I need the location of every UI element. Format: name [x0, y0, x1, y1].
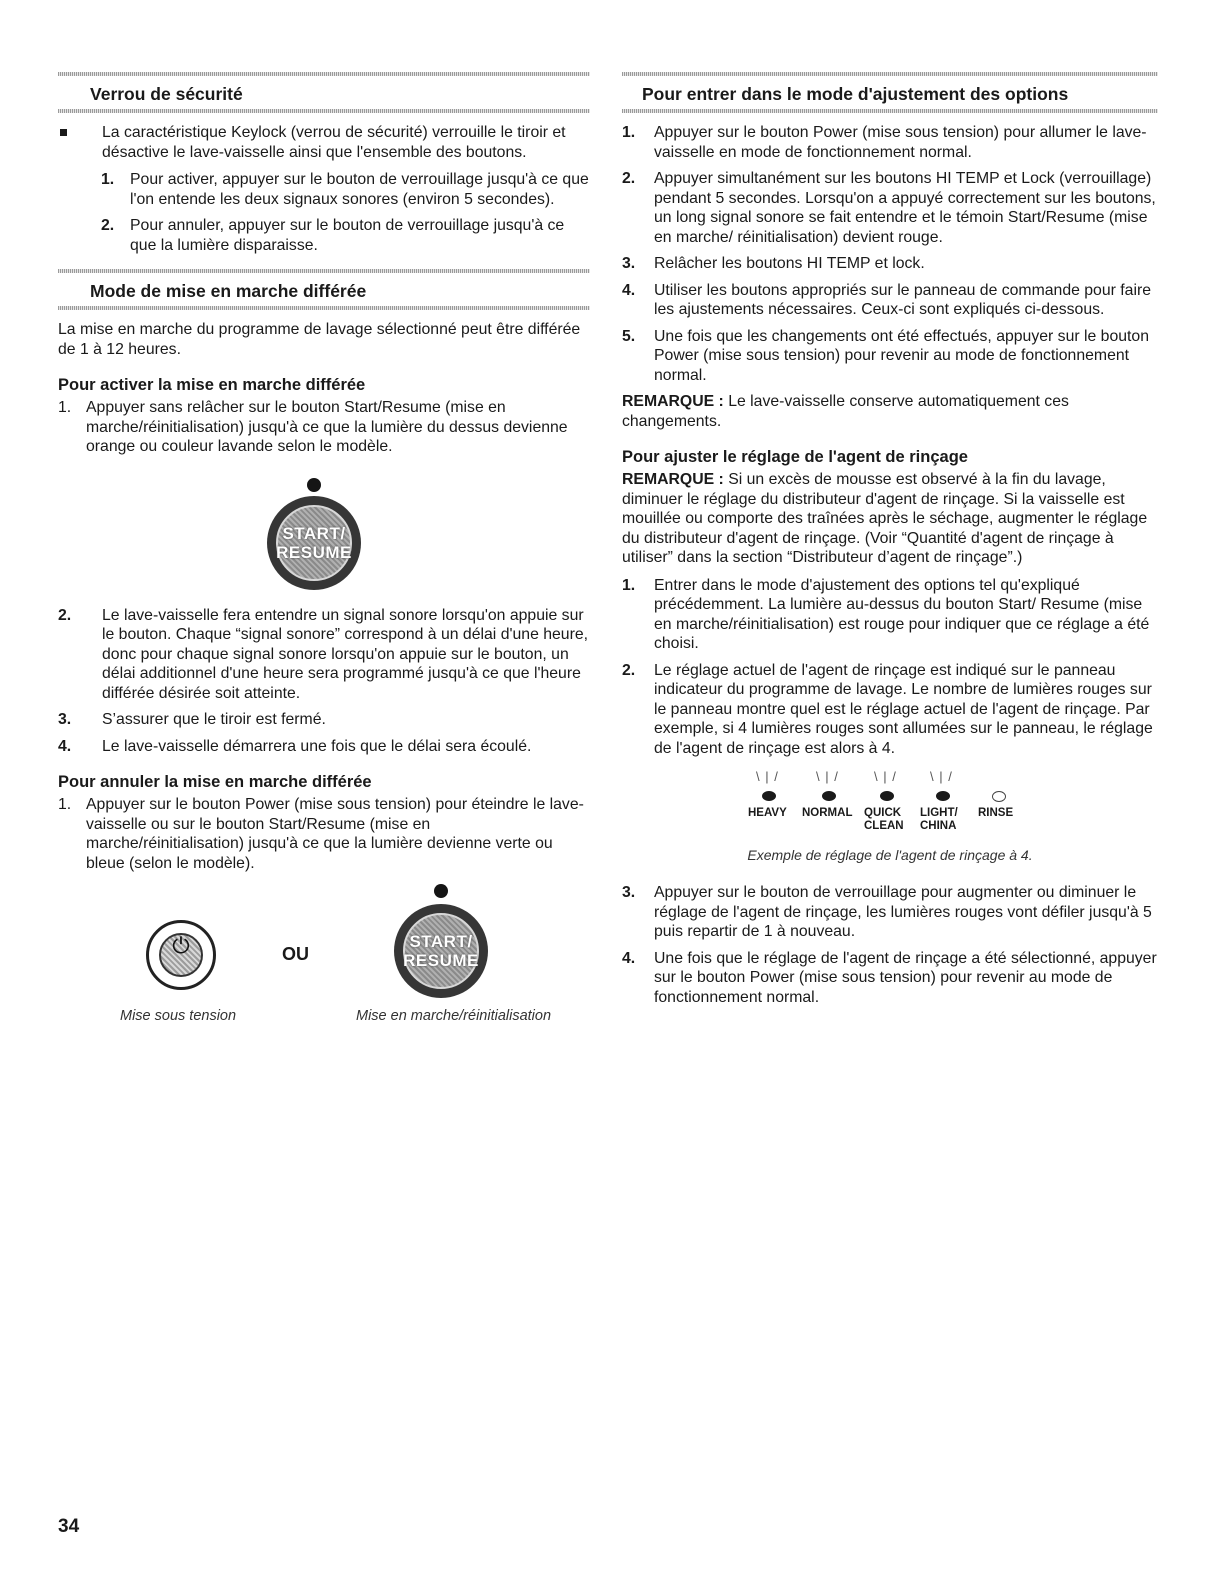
power-symbol-icon: ⏻: [172, 933, 190, 958]
activate-delay-heading: Pour activer la mise en marche différée: [58, 376, 366, 394]
rinse-level-panel: [622, 765, 1158, 877]
options-steps: [622, 123, 1158, 385]
light-rays-icon: \ | /: [930, 769, 953, 784]
led-light-china-icon: [936, 791, 950, 801]
label-normal: [802, 807, 852, 820]
step-number: 4.: [58, 737, 72, 755]
indicator-light-icon: [434, 884, 448, 898]
note-label: REMARQUE :: [622, 393, 724, 410]
step-text: Utiliser les boutons appropriés sur le panneau de commande pour faire les ajustements nécessaires. Ceux-ci sont expliqués ci-dessous.: [654, 281, 1152, 318]
list-item: [58, 737, 590, 757]
step-number: 1.: [101, 171, 115, 188]
label-text: RINSE: [978, 807, 1014, 819]
page-number: 34: [58, 1516, 80, 1537]
list-item: [58, 216, 590, 255]
options-note: [622, 392, 1158, 431]
cancel-delay-heading: Pour annuler la mise en marche différée: [58, 773, 372, 791]
step-number: 3.: [622, 255, 636, 272]
start-resume-figure: [58, 464, 590, 606]
step-number: 1.: [622, 576, 636, 594]
list-item: [622, 576, 1158, 654]
step-number: 3.: [622, 884, 636, 901]
section-header-options: [622, 72, 1158, 113]
step-text: S’assurer que le tiroir est fermé.: [102, 711, 326, 728]
list-item: [622, 327, 1158, 386]
step-text: Pour activer, appuyer sur le bouton de verrouillage jusqu'à ce que l'on entende les deux signaux sonores (environ 5 secondes).: [130, 171, 589, 208]
step-text: Le lave-vaisselle fera entendre un signal sonore lorsqu'on appuie sur le bouton. Chaque “signal sonore” correspond à un délai d'une heure, donc pour chaque signal sonore lorsqu'on appuie sur le bouton, un délai additionnel d'une heure sera programmé jusqu'à ce que l'heure différée désirée soit atteinte.: [102, 606, 589, 702]
activate-delay-steps: [58, 606, 590, 757]
list-item: [58, 606, 590, 704]
rinse-steps-b: [622, 883, 1158, 1007]
right-column: [622, 72, 1158, 1014]
cancel-delay-step1: [58, 795, 590, 873]
step-number: 1.: [58, 399, 72, 416]
led-rinse-icon: [992, 791, 1006, 802]
rinse-heading: Pour ajuster le réglage de l'agent de rinçage: [622, 448, 968, 466]
list-item: [58, 710, 590, 730]
step-text: Pour annuler, appuyer sur le bouton de verrouillage jusqu'à ce que la lumière disparaisse.: [130, 217, 565, 254]
keylock-heading: Verrou de sécurité: [90, 84, 243, 104]
label-rinse: [978, 807, 1013, 820]
list-item: [622, 883, 1158, 942]
label-text: CLEAN: [864, 820, 904, 832]
step-number: 2.: [622, 661, 636, 679]
list-item: [58, 123, 590, 162]
step-text: Une fois que le réglage de l'agent de rinçage a été sélectionné, appuyer sur le bouton Power (mise sous tension) pour revenir au mode de fonctionnement normal.: [654, 949, 1157, 1006]
led-quick-clean-icon: [880, 791, 894, 801]
label-heavy: [748, 807, 787, 820]
step-number: 5.: [622, 327, 636, 345]
light-rays-icon: \ | /: [874, 769, 897, 784]
power-button-icon: [146, 920, 216, 990]
list-item: [622, 661, 1158, 759]
label-quick-clean: [864, 807, 904, 833]
led-normal-icon: [822, 791, 836, 801]
list-item: [622, 281, 1158, 320]
start-resume-label: [267, 524, 361, 562]
left-column: [58, 72, 590, 1030]
step-number: 1.: [58, 796, 72, 813]
label-line: START/: [409, 932, 473, 951]
start-resume-button-icon: [394, 904, 488, 998]
section-header-keylock: [58, 72, 590, 113]
keylock-bullets: [58, 123, 590, 162]
caption-power: Mise sous tension: [120, 1008, 237, 1024]
label-line: RESUME: [276, 542, 352, 562]
keylock-bullet-text: La caractéristique Keylock (verrou de sécurité) verrouille le tiroir et désactive le lave-vaisselle ainsi que l'ensemble des boutons.: [102, 124, 566, 161]
rinse-panel-caption: Exemple de réglage de l'agent de rinçage à 4.: [747, 847, 1033, 863]
list-item: [58, 398, 590, 457]
step-text: Appuyer sur le bouton Power (mise sous tension) pour éteindre le lave-vaisselle ou sur le bouton Start/Resume (mise en marche/réinitialisation) jusqu'à ce que la lumière devienne verte ou bleue (selon le modèle).: [86, 796, 584, 872]
or-label: OU: [282, 944, 309, 964]
step-text: Entrer dans le mode d'ajustement des options tel qu'expliqué précédemment. La lumière au-dessus du bouton Start/ Resume (mise en marche/réinitialisation) est rouge pour indiquer que ce réglage a été choisi.: [654, 576, 1150, 652]
step-number: 4.: [622, 281, 636, 299]
step-number: 2.: [58, 606, 72, 624]
step-text: Appuyer sur le bouton de verrouillage pour augmenter ou diminuer le réglage de l'agent de rinçage, les lumières rouges vont défiler jusqu'à 5 puis repartir de 1 à nouveau.: [654, 884, 1152, 940]
list-item: [58, 170, 590, 209]
options-heading: Pour entrer dans le mode d'ajustement des options: [642, 84, 1069, 104]
note-text: Si un excès de mousse est observé à la fin du lavage, diminuer le réglage du distributeur d'agent de rinçage. Si la vaisselle est mouillée ou comporte des traînées après le séchage, augmenter le réglage du distributeur d'agent de rinçage. (Voir “Quantité d'agent de rinçage à utiliser” dans la section “Distributeur d’agent de rinçage”.): [622, 471, 1148, 566]
step-number: 2.: [622, 170, 636, 187]
keylock-steps: [58, 170, 590, 255]
rinse-steps-a: [622, 576, 1158, 759]
list-item: [58, 795, 590, 873]
label-light-china: [920, 807, 958, 833]
start-resume-button-icon: [267, 496, 361, 590]
step-text: Le lave-vaisselle démarrera une fois que le délai sera écoulé.: [102, 737, 532, 755]
light-rays-icon: \ | /: [756, 769, 779, 784]
step-number: 2.: [101, 217, 115, 234]
label-text: LIGHT/: [920, 807, 958, 819]
label-text: NORMAL: [802, 807, 853, 819]
step-text: Relâcher les boutons HI TEMP et lock.: [654, 255, 925, 272]
rinse-note: [622, 470, 1158, 568]
step-text: Appuyer sur le bouton Power (mise sous tension) pour allumer le lave-vaisselle en mode de fonctionnement normal.: [654, 124, 1147, 161]
step-text: Appuyer simultanément sur les boutons HI TEMP et Lock (verrouillage) pendant 5 secondes. Lorsqu'on a appuyé correctement sur les boutons, un long signal sonore se fait entendre et le témoin Start/Resume (mise en marche/ réinitialisation) devient rouge.: [654, 170, 1156, 246]
led-heavy-icon: [762, 791, 776, 801]
note-label: REMARQUE :: [622, 471, 724, 488]
step-text: Le réglage actuel de l'agent de rinçage est indiqué sur le panneau indicateur du programme de lavage. Le nombre de lumières rouges sur le panneau montre quel est le réglage actuel de l'agent de rinçage. Par exemple, si 4 lumières rouges sont allumées sur le panneau, le réglage de l'agent de rinçage est alors à 4.: [654, 661, 1153, 757]
delay-intro: La mise en marche du programme de lavage sélectionné peut être différée de 1 à 12 heures.: [58, 321, 581, 358]
list-item: [622, 169, 1158, 247]
label-line: START/: [282, 523, 346, 543]
indicator-light-icon: [307, 478, 321, 492]
list-item: [622, 123, 1158, 162]
step-number: 1.: [622, 124, 636, 141]
list-item: [622, 254, 1158, 274]
step-number: 3.: [58, 711, 72, 728]
start-resume-label: [394, 932, 488, 970]
list-item: [622, 949, 1158, 1008]
note-text: Le lave-vaisselle conserve automatiquement ces changements.: [622, 393, 1069, 430]
activate-delay-step1: [58, 398, 590, 457]
label-text: HEAVY: [748, 807, 787, 819]
light-rays-icon: \ | /: [816, 769, 839, 784]
step-text: Une fois que les changements ont été effectués, appuyer sur le bouton Power (mise sous tension) pour revenir au mode de fonctionnement normal.: [654, 327, 1150, 384]
caption-start-resume: Mise en marche/réinitialisation: [356, 1008, 552, 1024]
bullet-square-icon: [60, 129, 67, 136]
label-text: QUICK: [864, 807, 902, 819]
cancel-buttons-figure: [58, 880, 590, 1030]
label-line: RESUME: [403, 951, 479, 970]
step-number: 4.: [622, 949, 636, 967]
label-text: CHINA: [920, 820, 957, 832]
section-header-delay: [58, 269, 590, 310]
delay-heading: Mode de mise en marche différée: [90, 281, 367, 301]
step-text: Appuyer sans relâcher sur le bouton Start/Resume (mise en marche/réinitialisation) jusqu'à ce que la lumière du dessus devienne orange ou couleur lavande selon le modèle.: [86, 399, 568, 455]
